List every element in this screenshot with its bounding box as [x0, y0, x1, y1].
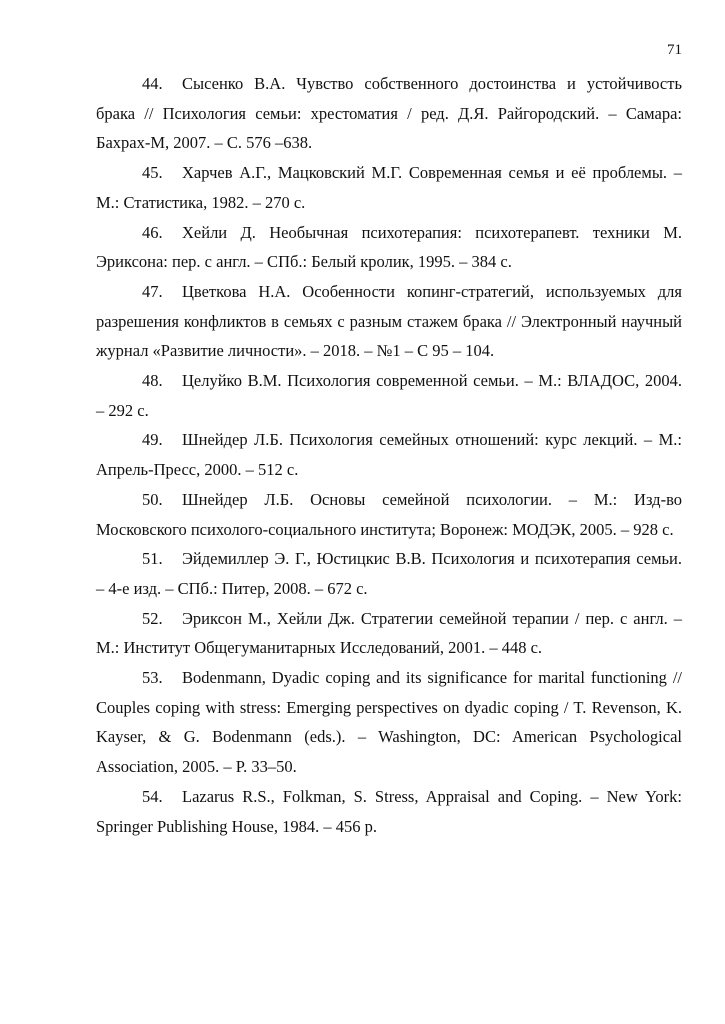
reference-number: 47.: [142, 281, 163, 301]
reference-number: 51.: [142, 549, 163, 569]
reference-number: 50.: [142, 489, 163, 509]
reference-text: Lazarus R.S., Folkman, S. Stress, Appraisal and Coping. – New York: Springer Publishing House, 1984. – 456 p.: [96, 786, 682, 836]
reference-number: 48.: [142, 371, 163, 391]
reference-text: Хейли Д. Необычная психотерапия: психотерапевт. техники М. Эриксона: пер. с англ. – СПб.: Белый кролик, 1995. – 384 с.: [96, 222, 682, 272]
reference-item: [96, 158, 682, 217]
reference-number: 49.: [142, 430, 163, 450]
reference-item: [96, 69, 682, 158]
reference-list: [96, 69, 682, 841]
reference-number: 44.: [142, 74, 163, 93]
reference-text: Сысенко В.А. Чувство собственного достоинства и устойчивость брака // Психология семьи: хрестоматия / ред. Д.Я. Райгородский. – Самара: Бахрах-М, 2007. – С. 576 –638.: [96, 74, 682, 153]
reference-item: [96, 604, 682, 663]
reference-item: [96, 663, 682, 782]
reference-text: Эйдемиллер Э. Г., Юстицкис В.В. Психология и психотерапия семьи. – 4-е изд. – СПб.: Питер, 2008. – 672 с.: [96, 549, 682, 598]
page-number: 71: [667, 42, 682, 58]
reference-text: Харчев А.Г., Мацковский М.Г. Современная семья и её проблемы. – М.: Статистика, 1982. – 270 с.: [96, 163, 682, 212]
reference-text: Bodenmann, Dyadic coping and its significance for marital functioning // Couples coping with stress: Emerging perspectives on dyadic coping / T. Revenson, K. Kayser, & G. Bodenmann (eds.). – Washington, DC: American Psychological Association, 2005. – P. 33–50.: [96, 668, 682, 777]
reference-item: [96, 218, 682, 277]
reference-number: 52.: [142, 608, 163, 628]
reference-text: Шнейдер Л.Б. Основы семейной психологии. – М.: Изд-во Московского психолого-социального института; Воронеж: МОДЭК, 2005. – 928 с.: [96, 489, 682, 539]
reference-number: 54.: [142, 786, 163, 806]
reference-item: [96, 782, 682, 841]
reference-item: [96, 544, 682, 603]
reference-number: 45.: [142, 163, 163, 183]
reference-text: Цветкова Н.А. Особенности копинг-стратегий, используемых для разрешения конфликтов в семьях с разным стажем брака // Электронный научный журнал «Развитие личности». – 2018. – №1 – С 95 – 104.: [96, 281, 682, 361]
reference-number: 46.: [142, 222, 163, 242]
reference-text: Целуйко В.М. Психология современной семьи. – М.: ВЛАДОС, 2004. – 292 с.: [96, 371, 682, 420]
reference-text: Эриксон М., Хейли Дж. Стратегии семейной терапии / пер. с англ. – М.: Институт Общегуманитарных Исследований, 2001. – 448 с.: [96, 608, 682, 658]
reference-text: Шнейдер Л.Б. Психология семейных отношений: курс лекций. – М.: Апрель-Пресс, 2000. – 512 с.: [96, 430, 682, 480]
reference-number: 53.: [142, 668, 163, 688]
reference-item: [96, 366, 682, 425]
reference-item: [96, 425, 682, 484]
reference-item: [96, 277, 682, 366]
reference-item: [96, 485, 682, 544]
